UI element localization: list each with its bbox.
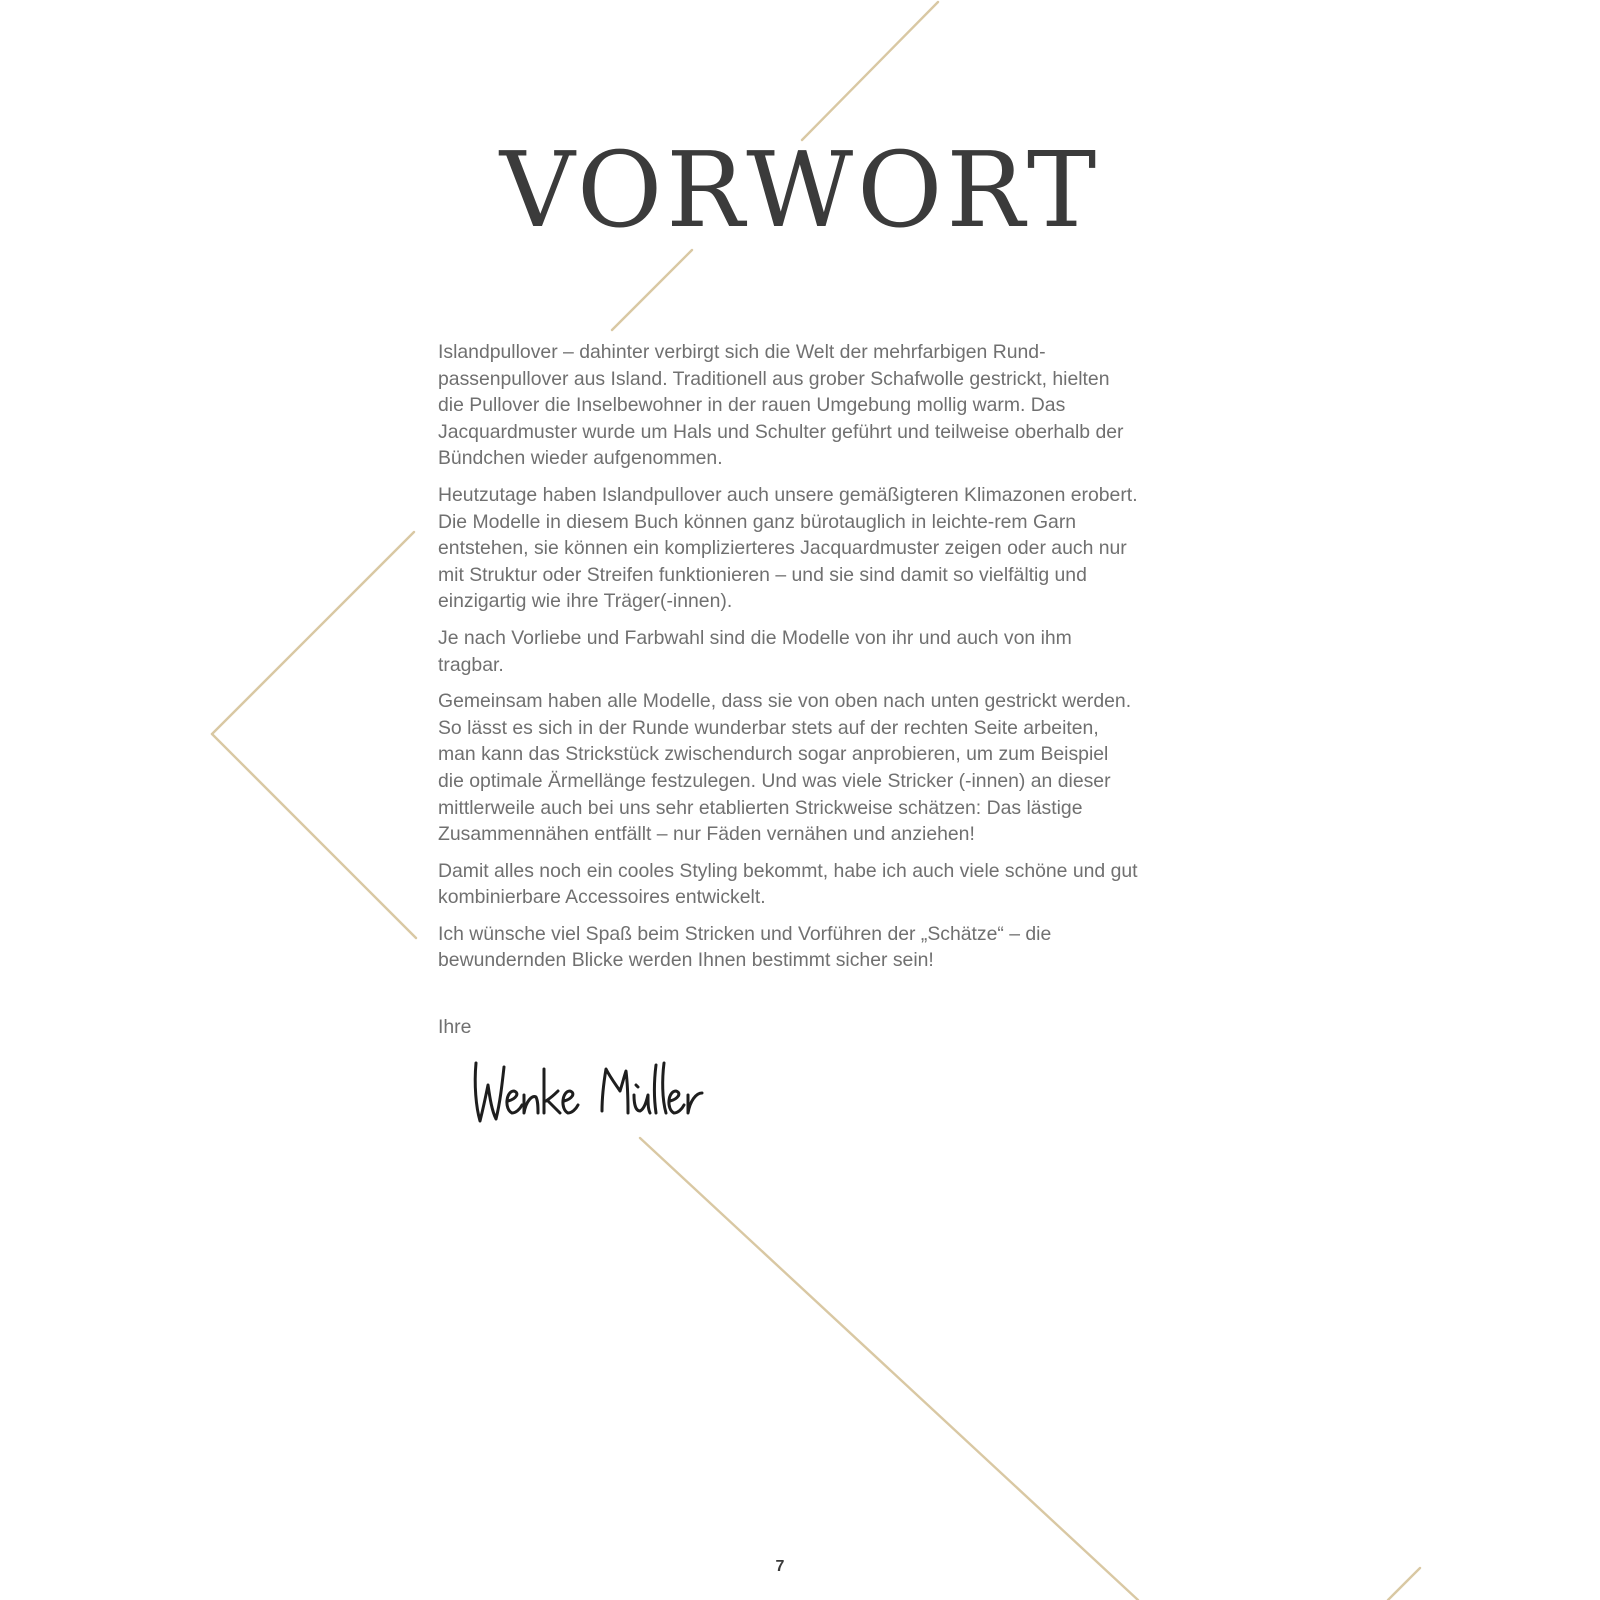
signature-stroke	[475, 1063, 504, 1121]
closing-salutation: Ihre	[438, 1016, 472, 1038]
gold-line-under-title	[612, 250, 692, 330]
handwritten-signature	[470, 1055, 730, 1135]
signature-stroke	[507, 1091, 522, 1113]
paragraph: Je nach Vorliebe und Farbwahl sind die Modelle von ihr und auch von ihm tragbar.	[438, 626, 1072, 676]
foreword-body	[438, 339, 1138, 984]
signature-stroke	[634, 1095, 650, 1113]
signature-stroke	[669, 1091, 684, 1113]
paragraph: Heutzutage haben Islandpullover auch unsere gemäßigteren Klimazonen erobert. Die Modelle in diesem Buch können ganz bürotauglich in leichte-rem Garn entstehen, sie können ein komplizierteres Jacquardmuster zeigen oder auch nur mit Struktur oder Streifen funktionieren – und sie sind damit so vielfältig und einzigartig wie ihre Träger(-innen).	[438, 483, 1138, 613]
signature-stroke	[524, 1095, 538, 1113]
signature-stroke	[636, 1085, 638, 1087]
signature-stroke	[544, 1069, 560, 1113]
gold-line-left-lower	[212, 734, 416, 938]
paragraph: Ich wünsche viel Spaß beim Stricken und Vorführen der „Schätze“ – die bewundernden Blicke werden Ihnen bestimmt sicher sein!	[438, 922, 1052, 972]
paragraph: Gemeinsam haben alle Modelle, dass sie von oben nach unten gestrickt werden. So lässt es sich in der Runde wunderbar stets auf der rechten Seite arbeiten, man kann das Strickstück zwischendurch sogar anprobieren, um zum Beispiel die optimale Ärmellänge festzulegen. Und was viele Stricker (-innen) an dieser mittlerweile auch bei uns sehr etablierten Strickweise schätzen: Das lästige Zusammennähen entfällt – nur Fäden vernähen und anziehen!	[438, 690, 1132, 846]
page-number: 7	[775, 1558, 785, 1575]
page-title: VORWORT	[499, 129, 1101, 251]
paragraph: Islandpullover – dahinter verbirgt sich die Welt der mehrfarbigen Rund-passenpullover aus Island. Traditionell aus grober Schafwolle gestrickt, hielten die Pullover die Inselbewohner in der rauen Umgebung mollig warm. Das Jacquardmuster wurde um Hals und Schulter geführt und teilweise oberhalb der Bündchen wieder aufgenommen.	[438, 341, 1124, 470]
gold-line-bottom-right	[1388, 1568, 1420, 1600]
gold-line-bottom	[640, 1138, 1138, 1600]
signature-stroke	[602, 1069, 628, 1113]
gold-line-left-upper	[212, 532, 414, 734]
gold-line-top	[802, 2, 938, 140]
paragraph: Damit alles noch ein cooles Styling bekommt, habe ich auch viele schöne und gut kombinierbare Accessoires entwickelt.	[438, 859, 1138, 909]
signature-stroke	[688, 1093, 702, 1113]
signature-stroke	[563, 1091, 578, 1113]
signature-stroke	[655, 1063, 667, 1113]
